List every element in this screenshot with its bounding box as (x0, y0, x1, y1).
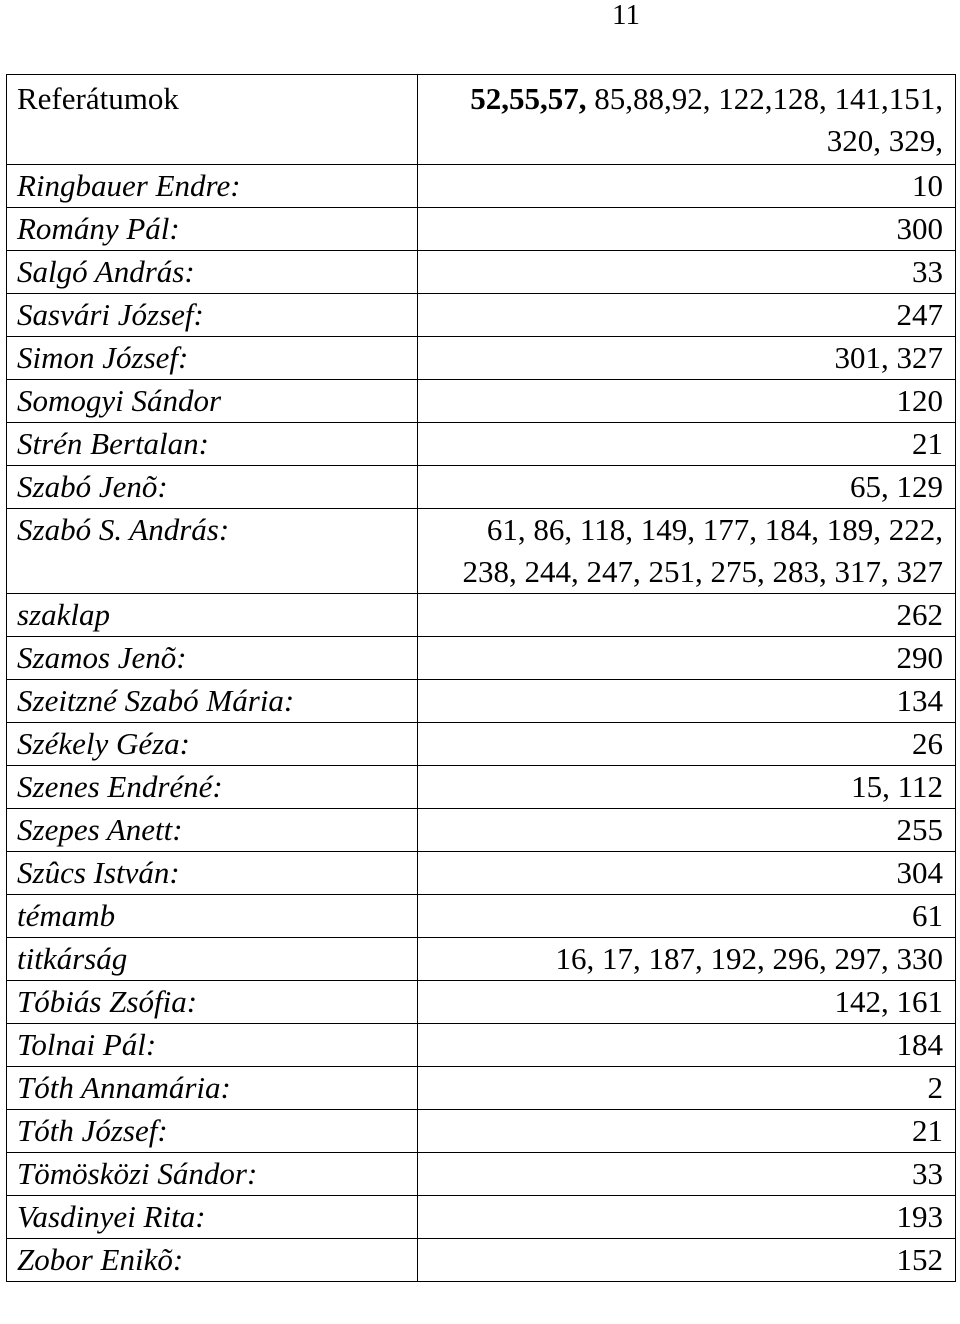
index-row (7, 1196, 956, 1239)
index-entry-pages: 61, 86, 118, 149, 177, 184, 189, 222, 238, 244, 247, 251, 275, 283, 317, 327 (418, 509, 956, 594)
index-row (7, 1110, 956, 1153)
index-row (7, 1024, 956, 1067)
index-row (7, 981, 956, 1024)
index-row (7, 337, 956, 380)
index-row (7, 766, 956, 809)
index-entry-name: Ringbauer Endre: (7, 165, 418, 208)
index-row (7, 895, 956, 938)
index-entry-name: Szabó S. András: (7, 509, 418, 594)
index-entry-pages: 184 (418, 1024, 956, 1067)
index-entry-pages: 21 (418, 423, 956, 466)
index-entry-name: Tolnai Pál: (7, 1024, 418, 1067)
index-entry-pages (418, 75, 956, 165)
index-entry-pages: 15, 112 (418, 766, 956, 809)
index-entry-name: szaklap (7, 594, 418, 637)
index-row (7, 509, 956, 594)
index-entry-name: Szabó Jenõ: (7, 466, 418, 509)
index-entry-pages-bold: 52,55,57, (470, 81, 587, 116)
index-row (7, 809, 956, 852)
index-entry-name: Somogyi Sándor (7, 380, 418, 423)
index-entry-pages: 300 (418, 208, 956, 251)
index-row (7, 380, 956, 423)
index-entry-name: Sasvári József: (7, 294, 418, 337)
index-entry-pages: 152 (418, 1239, 956, 1282)
index-entry-name: témamb (7, 895, 418, 938)
index-entry-name: Tóth József: (7, 1110, 418, 1153)
index-row (7, 208, 956, 251)
index-entry-name: Szeitzné Szabó Mária: (7, 680, 418, 723)
index-entry-name: Romány Pál: (7, 208, 418, 251)
index-row (7, 594, 956, 637)
index-entry-name: Tóth Annamária: (7, 1067, 418, 1110)
index-entry-name: Székely Géza: (7, 723, 418, 766)
index-entry-pages-rest: 85,88,92, 122,128, 141,151, 320, 329, (586, 81, 943, 158)
index-row (7, 637, 956, 680)
index-entry-name: Salgó András: (7, 251, 418, 294)
index-entry-name: Szûcs István: (7, 852, 418, 895)
index-entry-pages: 193 (418, 1196, 956, 1239)
index-entry-pages: 255 (418, 809, 956, 852)
index-entry-pages: 16, 17, 187, 192, 296, 297, 330 (418, 938, 956, 981)
index-row (7, 294, 956, 337)
index-entry-name: Tömösközi Sándor: (7, 1153, 418, 1196)
index-entry-name: Referátumok (7, 75, 418, 165)
page-number: 11 (612, 0, 640, 31)
index-entry-pages: 61 (418, 895, 956, 938)
index-entry-name: Zobor Enikõ: (7, 1239, 418, 1282)
index-row (7, 1067, 956, 1110)
index-row (7, 852, 956, 895)
index-entry-pages: 65, 129 (418, 466, 956, 509)
index-entry-pages: 290 (418, 637, 956, 680)
index-row (7, 1153, 956, 1196)
index-entry-name: Szamos Jenõ: (7, 637, 418, 680)
index-entry-name: Simon József: (7, 337, 418, 380)
index-row (7, 938, 956, 981)
index-table (6, 74, 956, 1282)
index-entry-pages: 33 (418, 251, 956, 294)
index-entry-name: Szepes Anett: (7, 809, 418, 852)
index-row (7, 165, 956, 208)
index-entry-name: Strén Bertalan: (7, 423, 418, 466)
index-entry-pages: 120 (418, 380, 956, 423)
index-entry-pages: 26 (418, 723, 956, 766)
index-row (7, 466, 956, 509)
index-row (7, 723, 956, 766)
index-row (7, 251, 956, 294)
index-entry-pages: 247 (418, 294, 956, 337)
index-row (7, 1239, 956, 1282)
index-entry-name: titkárság (7, 938, 418, 981)
index-entry-name: Szenes Endréné: (7, 766, 418, 809)
index-entry-pages: 301, 327 (418, 337, 956, 380)
index-entry-pages: 21 (418, 1110, 956, 1153)
index-entry-pages: 2 (418, 1067, 956, 1110)
index-row (7, 75, 956, 165)
index-entry-pages: 10 (418, 165, 956, 208)
index-entry-pages: 33 (418, 1153, 956, 1196)
index-table-body (7, 75, 956, 1282)
index-entry-pages: 134 (418, 680, 956, 723)
index-entry-pages: 304 (418, 852, 956, 895)
index-row (7, 423, 956, 466)
index-entry-name: Tóbiás Zsófia: (7, 981, 418, 1024)
index-entry-pages: 142, 161 (418, 981, 956, 1024)
index-row (7, 680, 956, 723)
index-entry-pages: 262 (418, 594, 956, 637)
index-entry-name: Vasdinyei Rita: (7, 1196, 418, 1239)
